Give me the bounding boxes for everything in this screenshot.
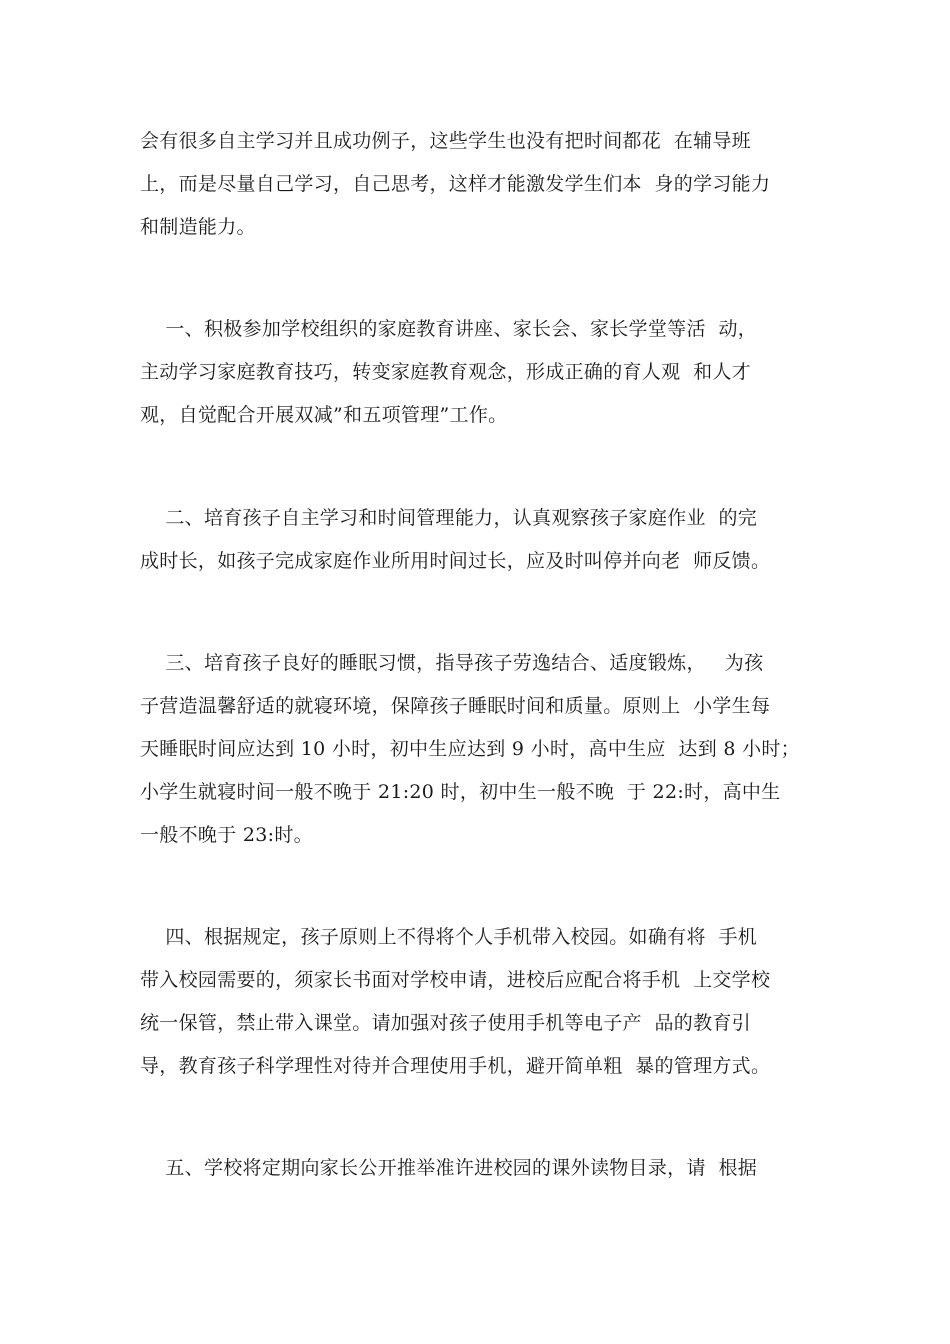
paragraph-item-2: [140, 497, 820, 583]
text-line: 天睡眠时间应达到 10 小时，初中生应达到 9 小时，高中生应 达到 8 小时；: [140, 738, 800, 760]
text-line: 成时长，如孩子完成家庭作业所用时间过长，应及时叫停并向老 师反馈。: [140, 550, 771, 572]
text-line: 统一保管，禁止带入课堂。请加强对孩子使用手机等电子产 品的教育引: [140, 1012, 751, 1034]
text-line: 子营造温馨舒适的就寝环境，保障孩子睡眠时间和质量。原则上 小学生每: [140, 695, 771, 717]
text-line: 上，而是尽量自己学习，自己思考，这样才能激发学生们本 身的学习能力: [140, 173, 771, 195]
paragraph-intro: [140, 120, 820, 249]
text-line: 主动学习家庭教育技巧，转变家庭教育观念，形成正确的育人观 和人才: [140, 361, 751, 383]
text-line: 观，自觉配合开展双减”和五项管理”工作。: [140, 404, 508, 426]
text-line: 四、根据规定，孩子原则上不得将个人手机带入校园。如确有将 手机: [140, 926, 758, 948]
text-line: 带入校园需要的，须家长书面对学校申请，进校后应配合将手机 上交学校: [140, 969, 771, 991]
text-line: 一、积极参加学校组织的家庭教育讲座、家长会、家长学堂等活 动，: [140, 318, 758, 340]
paragraph-item-3: [140, 642, 820, 857]
paragraph-item-4: [140, 916, 820, 1088]
text-line: 小学生就寝时间一般不晚于 21:20 时，初中生一般不晚 于 22:时，高中生: [140, 781, 781, 803]
text-line: 一般不晚于 23:时。: [140, 824, 313, 846]
text-line: 和制造能力。: [140, 216, 256, 238]
text-line: 五、学校将定期向家长公开推举准许进校园的课外读物目录，请 根据: [140, 1157, 758, 1179]
text-line: 三、培育孩子良好的睡眠习惯，指导孩子劳逸结合、适度锻炼， 为孩: [140, 652, 764, 674]
text-line: 二、培育孩子自主学习和时间管理能力，认真观察孩子家庭作业 的完: [140, 507, 758, 529]
text-line: 导，教育孩子科学理性对待并合理使用手机，避开简单粗 暴的管理方式。: [140, 1055, 771, 1077]
text-line: 会有很多自主学习并且成功例子，这些学生也没有把时间都花 在辅导班: [140, 130, 751, 152]
paragraph-item-1: [140, 308, 820, 437]
paragraph-item-5: [140, 1147, 820, 1190]
